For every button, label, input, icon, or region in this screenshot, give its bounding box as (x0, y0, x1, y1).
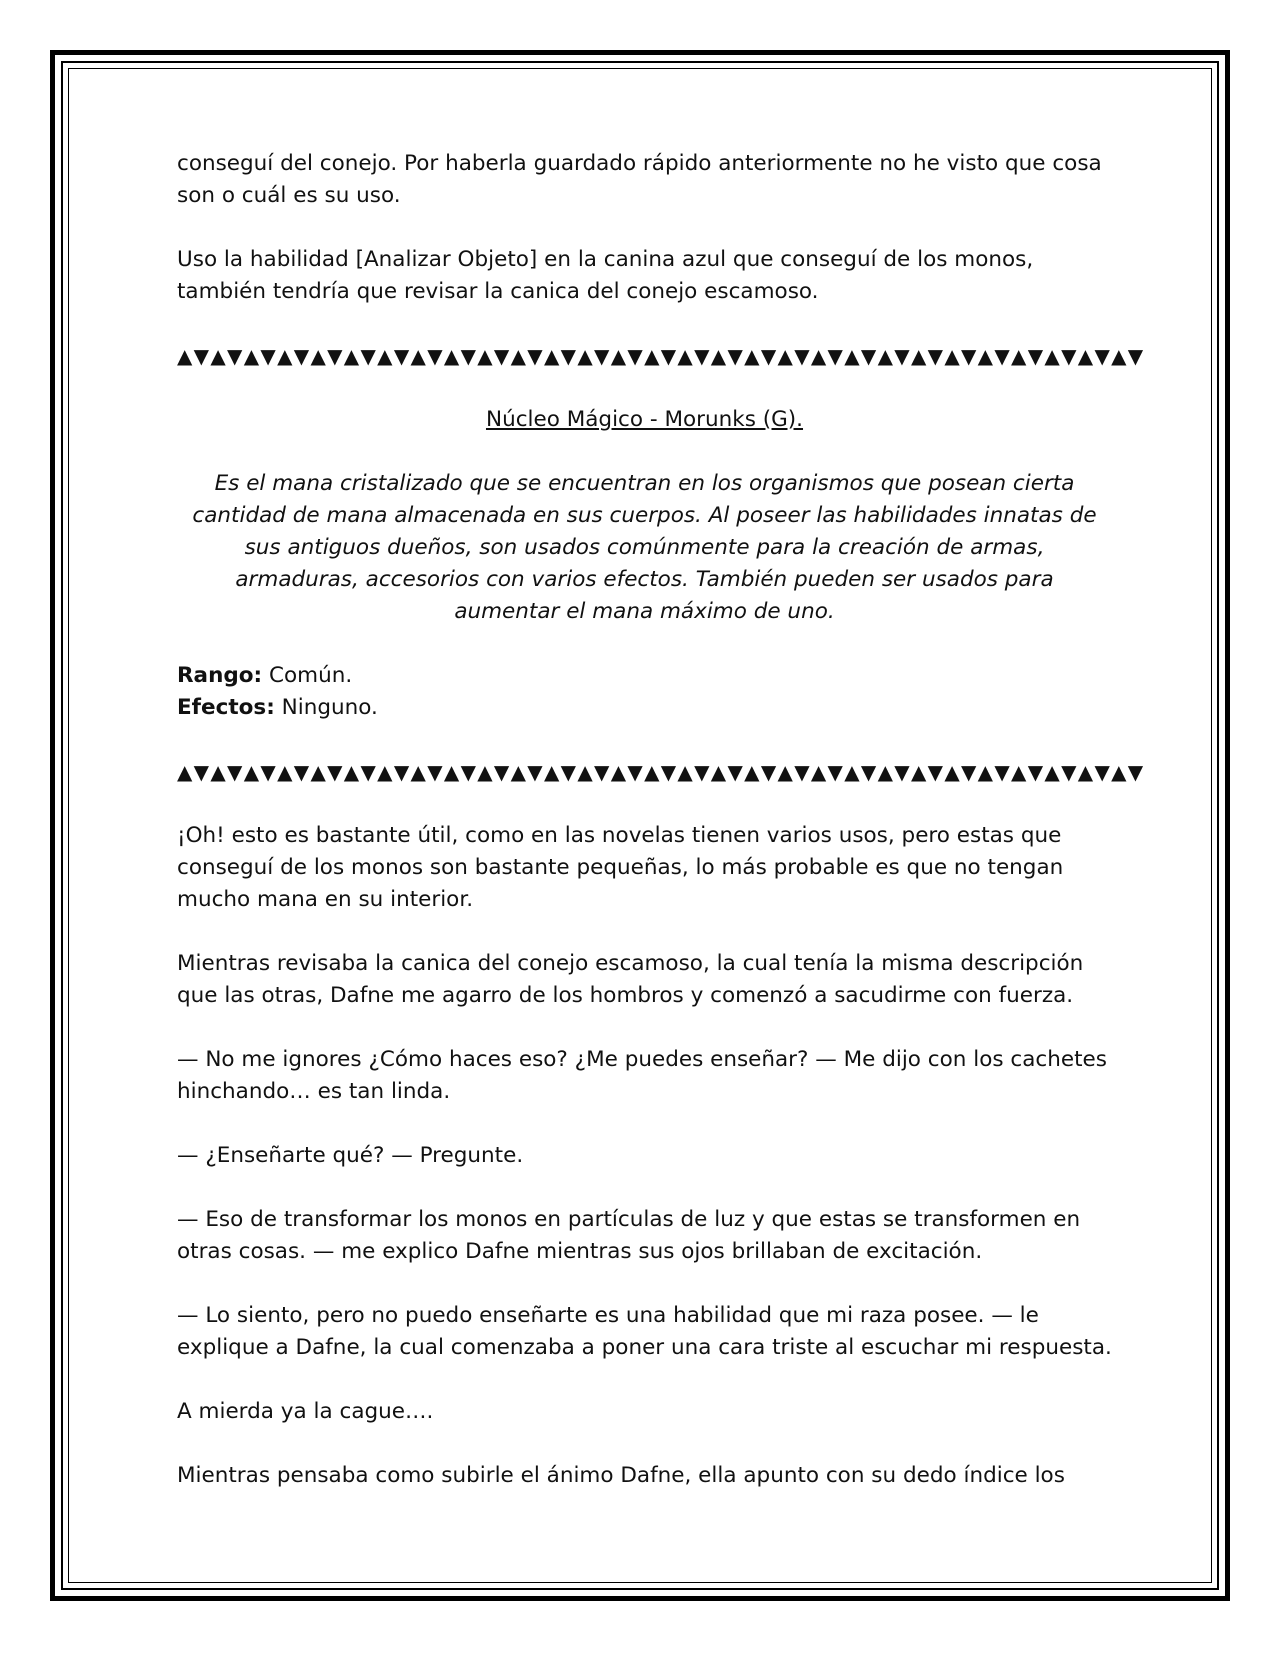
effects-value: Ninguno. (274, 695, 378, 720)
divider-top: ▲▼▲▼▲▼▲▼▲▼▲▼▲▼▲▼▲▼▲▼▲▼▲▼▲▼▲▼▲▼▲▼▲▼▲▼▲▼▲▼▲▼▲▼▲▼▲▼▲▼▲▼▲▼▲▼▲▼ (177, 344, 1145, 368)
paragraph: — ¿Enseñarte qué? — Pregunte. (177, 1143, 524, 1168)
rank-line (177, 660, 1112, 692)
paragraph: conseguí del conejo. Por haberla guardado rápido anteriormente no he visto que cosa son o cuál es su uso. (177, 151, 1102, 208)
page-content (177, 148, 1145, 1524)
item-stats (177, 660, 1112, 724)
paragraph: — Eso de transformar los monos en partículas de luz y que estas se transformen en otras cosas. — me explico Dafne mientras sus ojos brillaban de excitación. (177, 1207, 1081, 1264)
effects-label: Efectos: (177, 695, 275, 720)
rank-label: Rango: (177, 663, 263, 688)
paragraph: Mientras pensaba como subirle el ánimo Dafne, ella apunto con su dedo índice los (177, 1463, 1065, 1488)
paragraph: ¡Oh! esto es bastante útil, como en las novelas tienen varios usos, pero estas que conseguí de los monos son bastante pequeñas, lo más probable es que no tengan mucho mana en su interior. (177, 823, 1064, 912)
paragraph: Mientras revisaba la canica del conejo escamoso, la cual tenía la misma descripción que las otras, Dafne me agarro de los hombros y comenzó a sacudirme con fuerza. (177, 951, 1084, 1008)
item-title: Núcleo Mágico - Morunks (G). (485, 407, 804, 432)
item-description: Es el mana cristalizado que se encuentran en los organismos que posean cierta cantidad de mana almacenada en sus cuerpos. Al poseer las habilidades innatas de sus antiguos dueños, son usados comúnmente para la creación de armas, armaduras, accesorios con varios efectos. También pueden ser usados para aumentar el mana máximo de uno. (192, 471, 1097, 624)
paragraph: — Lo siento, pero no puedo enseñarte es una habilidad que mi raza posee. — le explique a Dafne, la cual comenzaba a poner una cara triste al escuchar mi respuesta. (177, 1303, 1112, 1360)
paragraph: Uso la habilidad [Analizar Objeto] en la canina azul que conseguí de los monos, también tendría que revisar la canica del conejo escamoso. (177, 247, 1034, 304)
paragraph: — No me ignores ¿Cómo haces eso? ¿Me puedes enseñar? — Me dijo con los cachetes hinchando… es tan linda. (177, 1047, 1107, 1104)
rank-value: Común. (262, 663, 353, 688)
effects-line (177, 692, 1112, 724)
divider-bottom: ▲▼▲▼▲▼▲▼▲▼▲▼▲▼▲▼▲▼▲▼▲▼▲▼▲▼▲▼▲▼▲▼▲▼▲▼▲▼▲▼▲▼▲▼▲▼▲▼▲▼▲▼▲▼▲▼▲▼ (177, 760, 1145, 784)
paragraph: A mierda ya la cague…. (177, 1399, 434, 1424)
